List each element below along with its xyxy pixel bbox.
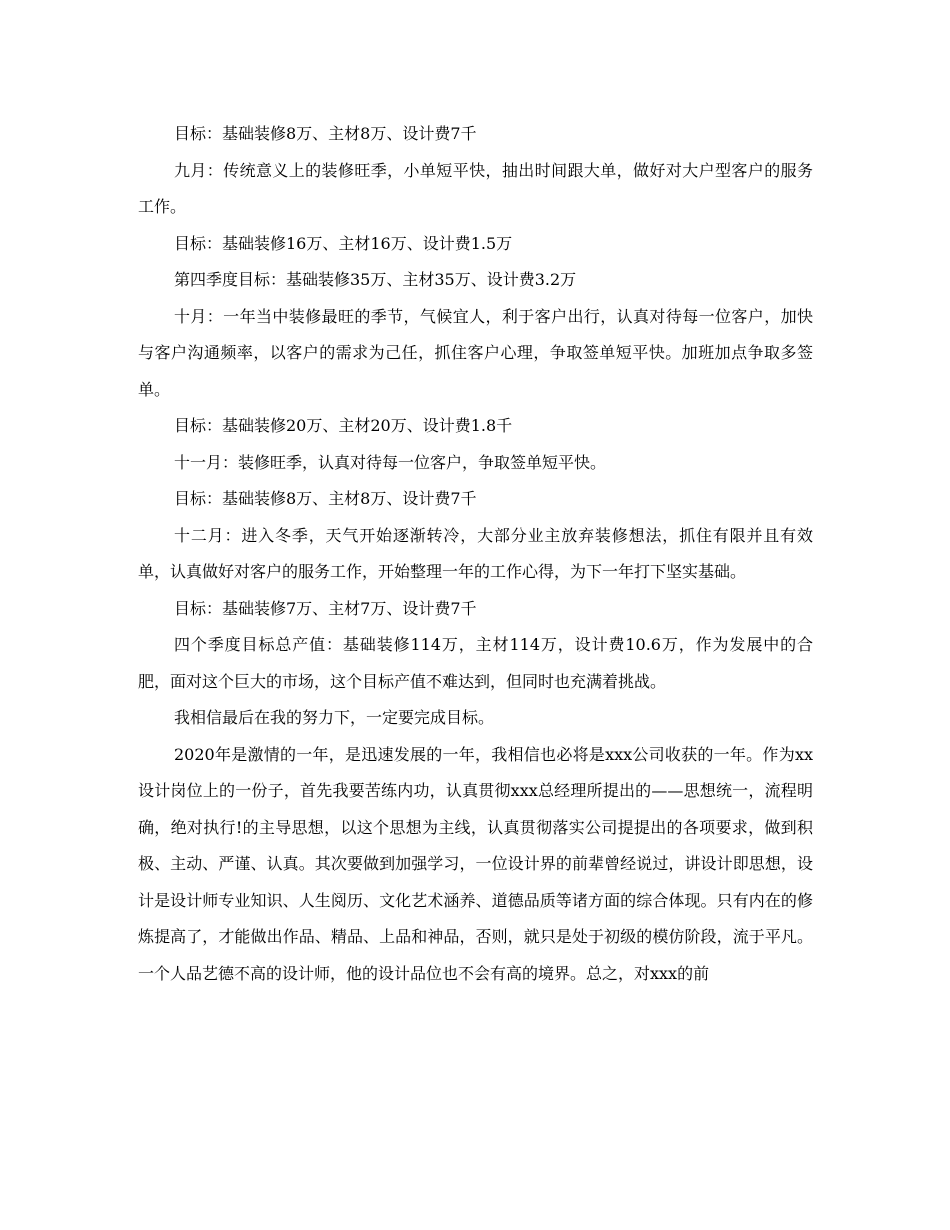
paragraph-2020-outlook: 2020年是激情的一年，是迅速发展的一年，我相信也必将是xxx公司收获的一年。作为xx设计岗位上的一份子，首先我要苦练内功，认真贯彻xxx总经理所提出的——思想统一，流程明确，绝对执行!的主导思想，以这个思想为主线，认真贯彻落实公司提提出的各项要求，做到积极、主动、严谨、认真。其次要做到加强学习，一位设计界的前辈曾经说过，讲设计即思想，设计是设计师专业知识、人生阅历、文化艺术涵养、道德品质等诸方面的综合体现。只有内在的修炼提高了，才能做出作品、精品、上品和神品，否则，就只是处于初级的模仿阶段，流于平凡。一个人品艺德不高的设计师，他的设计品位也不会有高的境界。总之，对xxx的前 bbox=[138, 744, 813, 983]
paragraph-target-dec: 目标：基础装修7万、主材7万、设计费7千 bbox=[174, 598, 477, 618]
paragraph-december: 十二月：进入冬季，天气开始逐渐转冷，大部分业主放弃装修想法，抓住有限并且有效单，认真做好对客户的服务工作，开始整理一年的工作心得，为下一年打下坚实基础。 bbox=[138, 525, 813, 581]
document-body bbox=[138, 116, 813, 992]
paragraph-target-sep: 目标：基础装修16万、主材16万、设计费1.5万 bbox=[174, 233, 513, 253]
paragraph-october: 十月：一年当中装修最旺的季节，气候宜人，利于客户出行，认真对待每一位客户，加快与客户沟通频率，以客户的需求为己任，抓住客户心理，争取签单短平快。加班加点争取多签单。 bbox=[138, 306, 813, 399]
paragraph-november: 十一月：装修旺季，认真对待每一位客户，争取签单短平快。 bbox=[174, 452, 607, 472]
paragraph-september: 九月：传统意义上的装修旺季，小单短平快，抽出时间跟大单，做好对大户型客户的服务工作。 bbox=[138, 160, 813, 216]
paragraph-annual-total: 四个季度目标总产值：基础装修114万，主材114万，设计费10.6万，作为发展中的合肥，面对这个巨大的市场，这个目标产值不难达到，但同时也充满着挑战。 bbox=[138, 635, 813, 691]
paragraph-q4-target: 第四季度目标：基础装修35万、主材35万、设计费3.2万 bbox=[174, 270, 577, 289]
paragraph-target-nov: 目标：基础装修8万、主材8万、设计费7千 bbox=[174, 489, 477, 508]
paragraph-target-oct: 目标：基础装修20万、主材20万、设计费1.8千 bbox=[174, 416, 513, 435]
paragraph-confidence: 我相信最后在我的努力下，一定要完成目标。 bbox=[174, 708, 495, 727]
paragraph-target-aug: 目标：基础装修8万、主材8万、设计费7千 bbox=[174, 124, 477, 143]
